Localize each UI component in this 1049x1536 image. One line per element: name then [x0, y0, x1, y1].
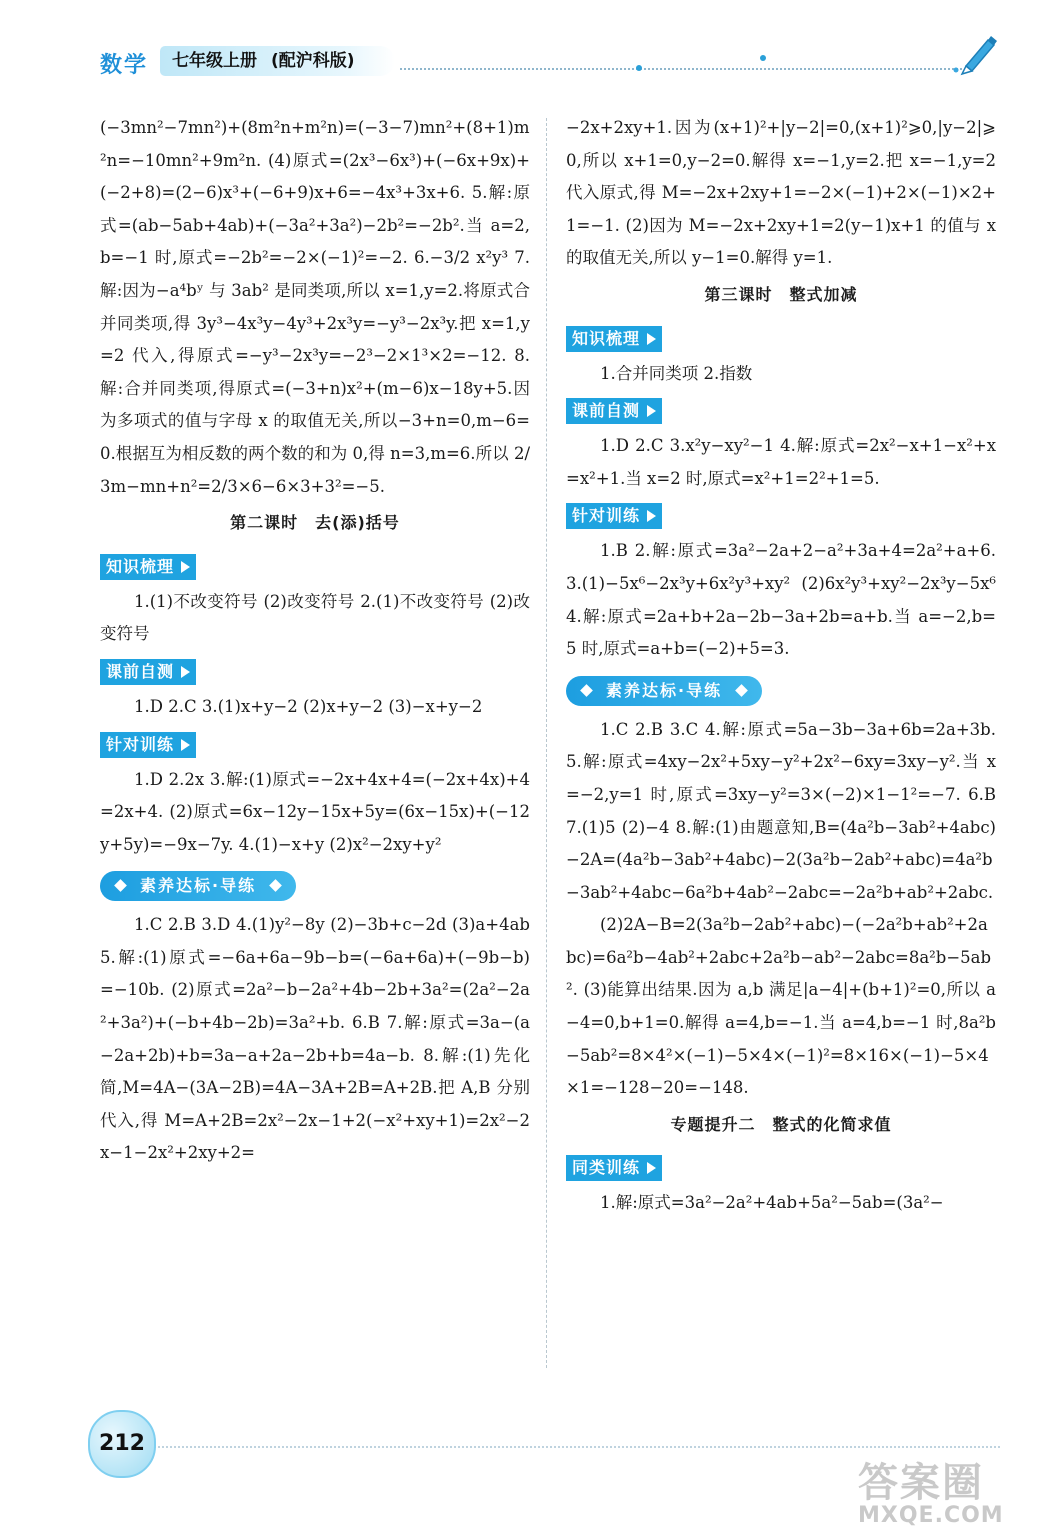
play-arrow-icon — [647, 333, 656, 345]
diamond-icon — [114, 879, 127, 892]
edition-label: (配沪科版) — [271, 51, 355, 71]
answer-paragraph: 1.C 2.B 3.D 4.(1)y²−8y (2)−3b+c−2d (3)a+4ab 5.解:(1)原式=−6a+6a−9b−b=(−6a+6a)+(−9b−b)=−10b. (2)原式=2a²−b−2a²+4b−2b+3a²=(2a²−2a²+3a²)+(−b+4b−2b)=3a²+b. 6.B 7.解:原式=3a−(a−2a+2b)+b=3a−a+2a−2b+b=4a−b. 8.解:(1)先化简,M=4A−(3A−2B)=4A−3A+2B=A+2B.把 A,B 分别代入,得 M=A+2B=2x²−2x−1+2(−x²+xy+1)=2x²−2x−1−2x²+2xy+2= — [100, 915, 530, 1163]
knowledge-review-tag — [566, 326, 662, 352]
play-arrow-icon — [181, 666, 190, 678]
pre-class-test-tag — [566, 398, 662, 424]
tag-label: 课前自测 — [106, 661, 175, 681]
header-dot — [636, 65, 642, 71]
tag-label: 针对训练 — [106, 734, 175, 754]
tag-label: 知识梳理 — [572, 328, 641, 348]
play-arrow-icon — [647, 510, 656, 522]
answer-paragraph: 1.C 2.B 3.C 4.解:原式=5a−3b−3a+6b=2a+3b. 5.解:原式=4xy−2x²+5xy−y²+2x²−6xy=3xy−y².当 x=−2,y=1 时,原式=3xy−y²=3×(−2)×1−1²=−7. 6.B 7.(1)5 (2)−4 8.解:(1)由题意知,B=(4a²b−3ab²+4abc)−2A=(4a²b−3ab²+4abc)−2(3a²b−2ab²+abc)=4a²b−3ab²+4abc−6a²b+4ab²−2abc=−2a²b+ab²+2abc. — [566, 719, 996, 902]
answer-paragraph: 1.D 2.C 3.(1)x+y−2 (2)x+y−2 (3)−x+y−2 — [134, 696, 483, 716]
answer-paragraph: 1.(1)不改变符号 (2)改变符号 2.(1)不改变符号 (2)改变符号 — [100, 591, 530, 644]
tag-label: 针对训练 — [572, 506, 641, 526]
answer-paragraph: 1.合并同类项 2.指数 — [600, 363, 753, 383]
answer-paragraph: 1.解:原式=3a²−2a²+4ab+5a²−5ab=(3a²− — [600, 1193, 944, 1213]
section-heading: 第二课时 去(添)括号 — [230, 513, 400, 533]
tag-label: 同类训练 — [572, 1158, 641, 1178]
play-arrow-icon — [647, 1162, 656, 1174]
section-heading: 第三课时 整式加减 — [704, 284, 858, 304]
literacy-practice-tag — [566, 676, 762, 706]
tag-label: 素养达标·导练 — [140, 876, 257, 896]
play-arrow-icon — [647, 405, 656, 417]
grade-badge — [160, 46, 395, 76]
targeted-training-tag — [100, 732, 196, 758]
answer-paragraph: −2x+2xy+1.因为(x+1)²+|y−2|=0,(x+1)²⩾0,|y−2|⩾0,所以 x+1=0,y−2=0.解得 x=−1,y=2.把 x=−1,y=2 代入原式,得 M=−2x+2xy+1=−2×(−1)+2×(−1)×2+1=−1. (2)因为 M=−2x+2xy+1=2(y−1)x+1 的值与 x 的取值无关,所以 y−1=0.解得 y=1. — [566, 118, 996, 268]
pen-icon — [948, 32, 998, 76]
answer-paragraph: 1.D 2.C 3.x²y−xy²−1 4.解:原式=2x²−x+1−x²+x=x²+1.当 x=2 时,原式=x²+1=2²+1=5. — [566, 436, 996, 488]
page-number: 212 — [88, 1410, 156, 1478]
watermark-logo-text: 答案圈 — [858, 1460, 984, 1506]
page-header — [0, 0, 1049, 90]
play-arrow-icon — [181, 561, 190, 573]
header-dot — [760, 55, 766, 61]
answer-paragraph: (2)2A−B=2(3a²b−2ab²+abc)−(−2a²b+ab²+2abc)=6a²b−4ab²+2abc+2a²b−ab²−2abc=8a²b−5ab². (3)能算出结果.因为 a,b 满足|a−4|+(b+1)²=0,所以 a−4=0,b+1=0.解得 a=4,b=−1.当 a=4,b=−1 时,8a²b−5ab²=8×4²×(−1)−5×4×(−1)²=8×16×(−1)−5×4×1=−128−20=−148. — [566, 915, 996, 1098]
watermark-url: MXQE.COM — [858, 1503, 1004, 1528]
column-divider — [546, 118, 547, 1368]
diamond-icon — [735, 684, 748, 697]
tag-label: 课前自测 — [572, 401, 641, 421]
answer-paragraph: (−3mn²−7mn²)+(8m²n+m²n)=(−3−7)mn²+(8+1)m²n=−10mn²+9m²n. (4)原式=(2x³−6x³)+(−6x+9x)+(−2+8)=(2−6)x³+(−6+9)x+6=−4x³+3x+6. 5.解:原式=(ab−5ab+4ab)+(−3a²+3a²)−2b²=−2b².当 a=2,b=−1 时,原式=−2b²=−2×(−1)²=−2. 6.−3/2 x²y³ 7.解:因为−a⁴bʸ 与 3ab² 是同类项,所以 x=1,y=2.将原式合并同类项,得 3y³−4x³y−4y³+2x³y=−y³−2x³y.把 x=1,y=2 代入,得原式=−y³−2x³y=−2³−2×1³×2=−12. 8.解:合并同类项,得原式=(−3+n)x²+(m−6)x−18y+5.因为多项式的值与字母 x 的取值无关,所以−3+n=0,m−6=0.根据互为相反数的两个数的和为 0,得 n=3,m=6.所以 2/3m−mn+n²=2/3×6−6×3+3²=−5. — [100, 118, 530, 496]
diamond-icon — [580, 684, 593, 697]
pre-class-test-tag — [100, 659, 196, 685]
section-heading: 专题提升二 整式的化简求值 — [670, 1114, 892, 1134]
header-dotted-line — [400, 68, 970, 70]
answer-paragraph: 1.B 2.解:原式=3a²−2a+2−a²+3a+4=2a²+a+6. 3.(1)−5x⁶−2x³y+6x²y³+xy² (2)6x²y³+xy²−2x³y−5x⁶ 4.解:原式=2a+b+2a−2b−3a+2b=a+b.当 a=−2,b=5 时,原式=a+b=(−2)+5=3. — [566, 541, 996, 659]
diamond-icon — [269, 879, 282, 892]
left-column — [100, 112, 530, 1170]
site-watermark — [858, 1462, 1018, 1532]
targeted-training-tag — [566, 503, 662, 529]
subject-title: 数学 — [100, 53, 149, 78]
footer-dotted-line — [150, 1446, 1000, 1448]
right-column — [566, 112, 996, 1220]
tag-label: 知识梳理 — [106, 556, 175, 576]
grade-label: 七年级上册 — [172, 51, 257, 71]
similar-training-tag — [566, 1155, 662, 1181]
literacy-practice-tag — [100, 871, 296, 901]
play-arrow-icon — [181, 739, 190, 751]
answer-paragraph: 1.D 2.2x 3.解:(1)原式=−2x+4x+4=(−2x+4x)+4=2x+4. (2)原式=6x−12y−15x+5y=(6x−15x)+(−12y+5y)=−9x−7y. 4.(1)−x+y (2)x²−2xy+y² — [100, 769, 530, 854]
knowledge-review-tag — [100, 554, 196, 580]
tag-label: 素养达标·导练 — [606, 680, 723, 700]
